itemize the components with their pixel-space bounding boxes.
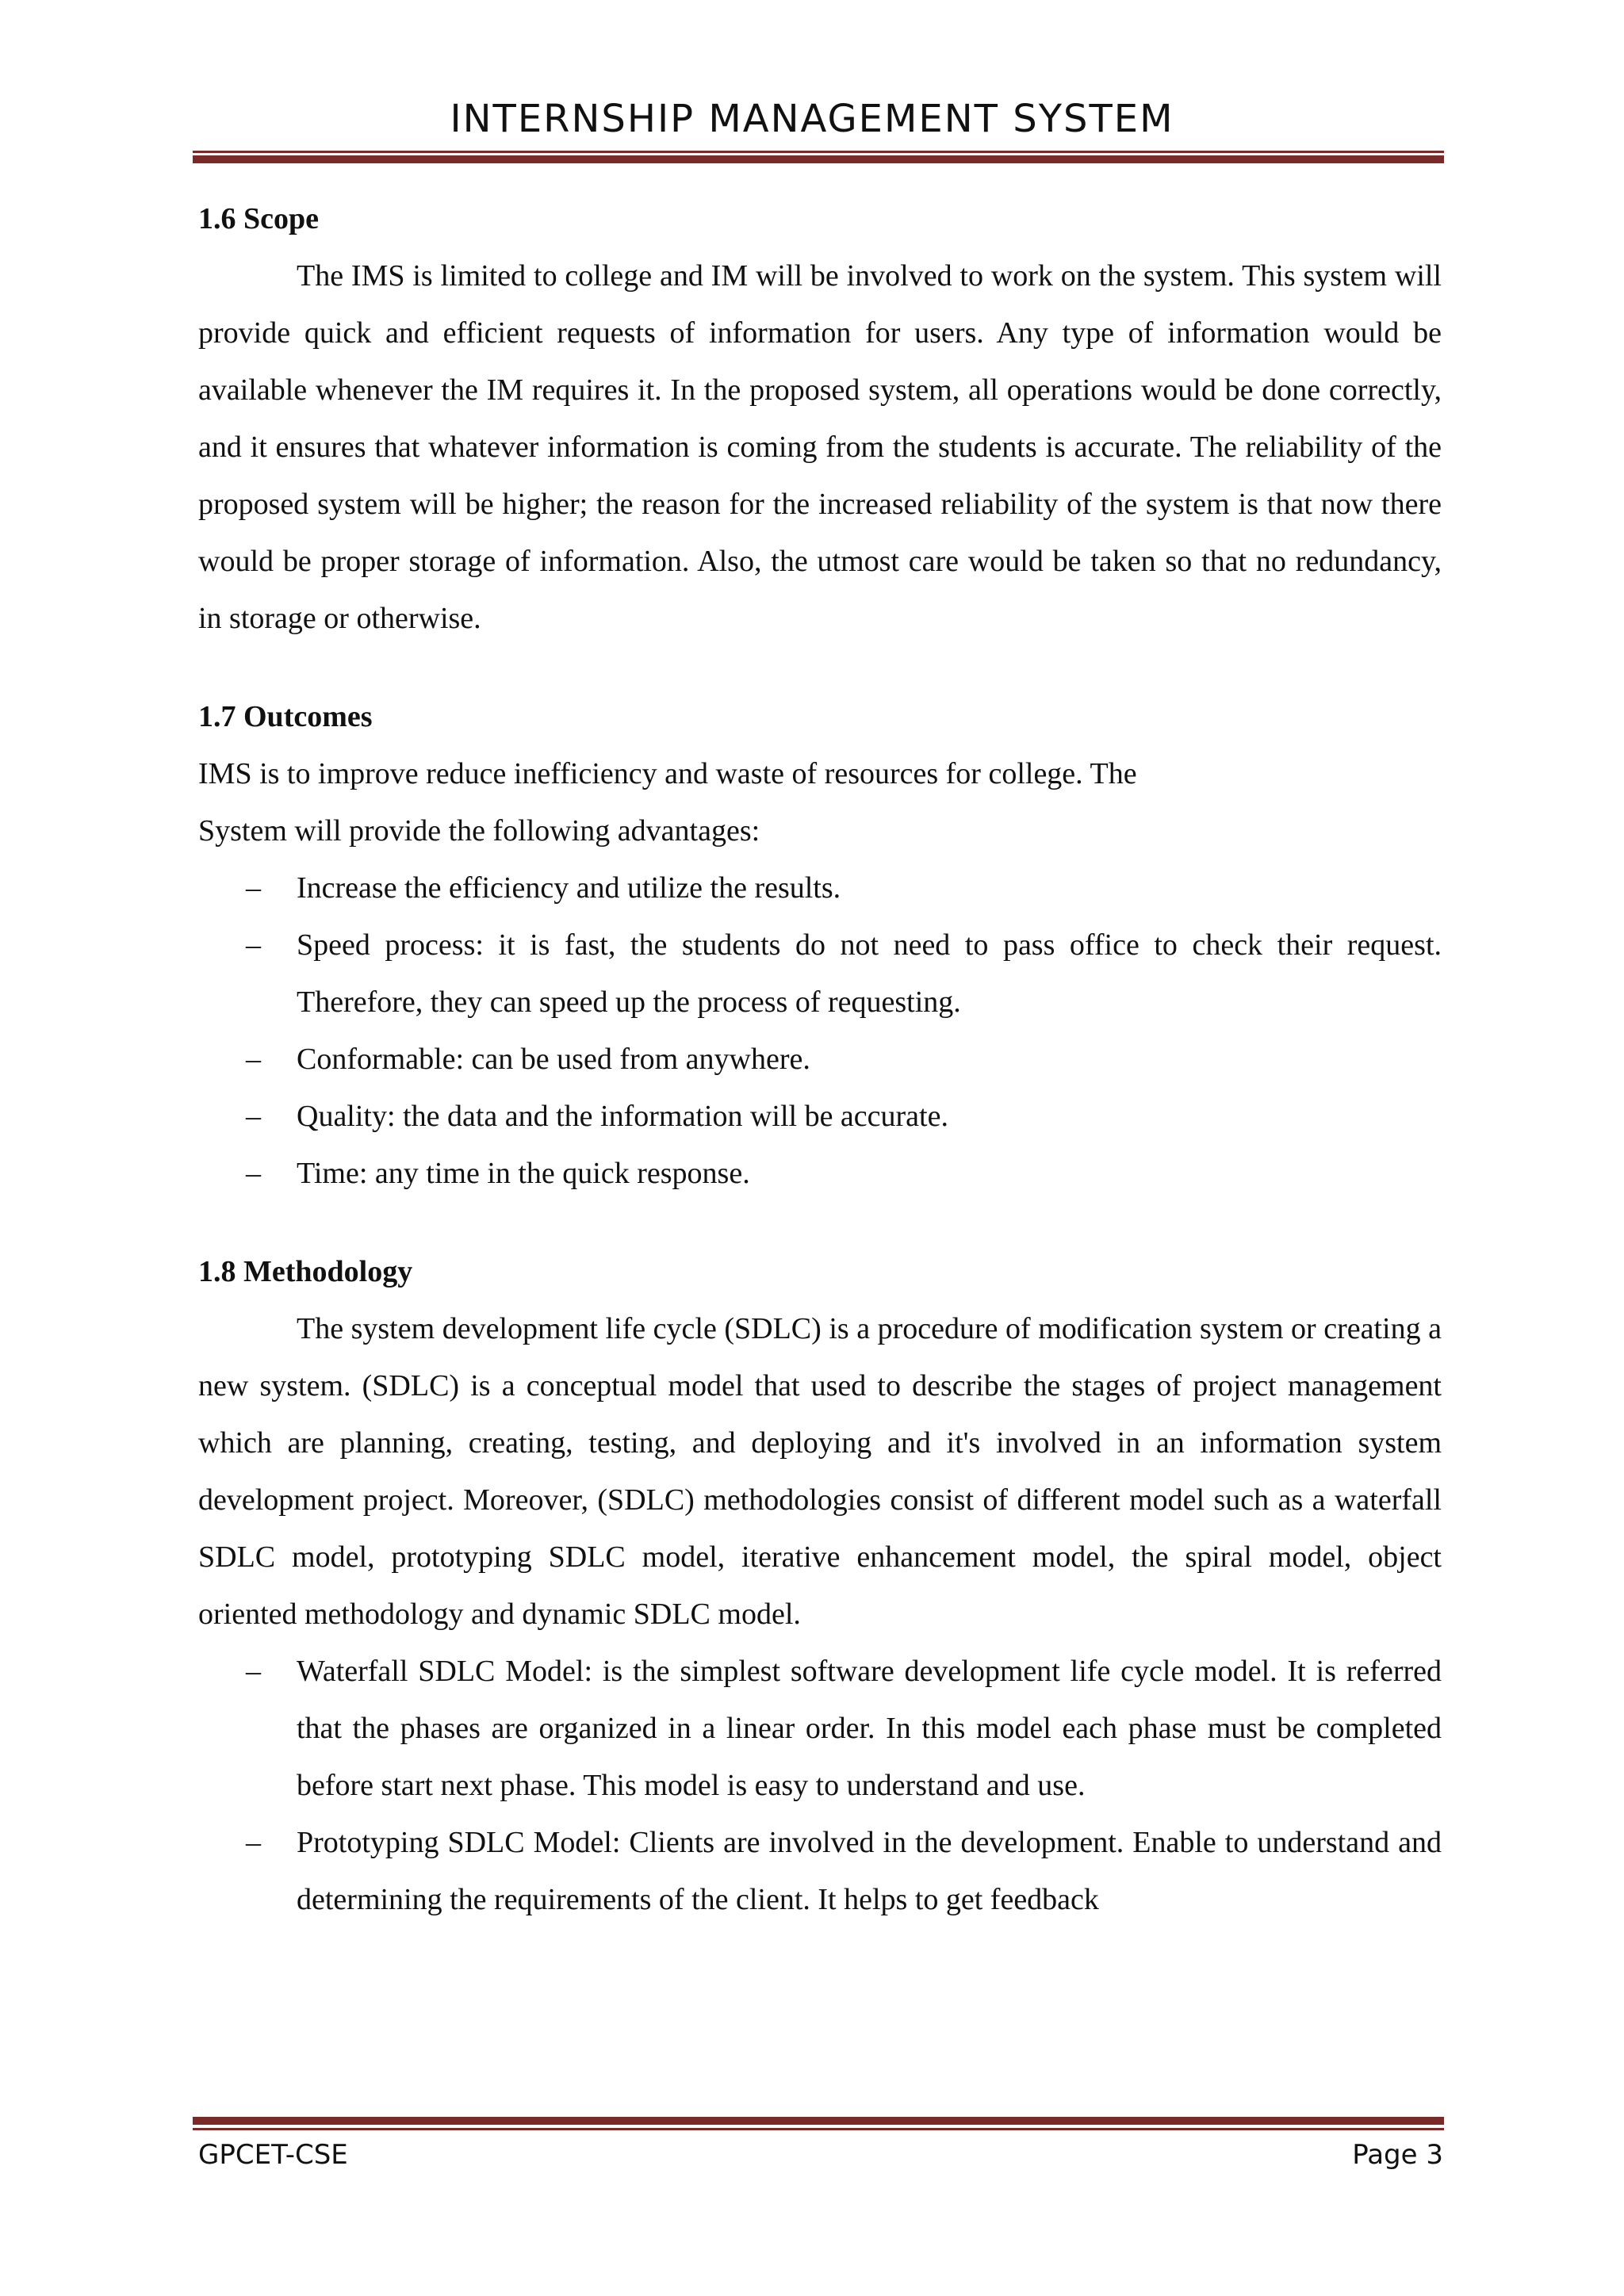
- footer-rule-thick: [193, 2117, 1444, 2125]
- dash-bullet: –: [246, 1826, 261, 1859]
- dash-bullet: –: [246, 871, 261, 905]
- methodology-paragraph: The system development life cycle (SDLC) is a procedure of modification system or creating a new system. (SDLC) is a conceptual model that used to describe the stages of project management which are planning, creating, testing, and deploying and it's involved in an information system development project. Moreover, (SDLC) methodologies consist of different model such as a waterfall SDLC model, prototyping SDLC model, iterative enhancement model, the spiral model, object oriented methodology and dynamic SDLC model.: [198, 1312, 1442, 1631]
- footer-page-number: Page 3: [1352, 2139, 1443, 2171]
- footer-department: GPCET-CSE: [198, 2139, 348, 2171]
- header-rule-thin: [193, 151, 1444, 153]
- page-header-title: INTERNSHIP MANAGEMENT SYSTEM: [450, 97, 1174, 141]
- page-body: [198, 198, 1442, 1928]
- outcomes-intro-line-2: System will provide the following advantages:: [198, 814, 760, 848]
- methodology-list: [198, 1643, 1442, 1928]
- section-heading-outcomes: 1.7 Outcomes: [198, 700, 373, 733]
- list-item: – Conformable: can be used from anywhere.: [198, 1031, 1442, 1088]
- list-item: – Increase the efficiency and utilize the results.: [198, 859, 1442, 916]
- section-heading-scope: 1.6 Scope: [198, 202, 319, 235]
- list-item: – Time: any time in the quick response.: [198, 1145, 1442, 1202]
- list-item: – Quality: the data and the information will be accurate.: [198, 1088, 1442, 1145]
- dash-bullet: –: [246, 1100, 261, 1133]
- dash-bullet: –: [246, 928, 261, 962]
- list-item: – Speed process: it is fast, the students do not need to pass office to check their request. Therefore, they can speed up the process of requesting.: [198, 916, 1442, 1031]
- dash-bullet: –: [246, 1043, 261, 1076]
- header-rule-thick: [193, 155, 1444, 163]
- section-heading-methodology: 1.8 Methodology: [198, 1255, 413, 1288]
- outcomes-intro-line-1: IMS is to improve reduce inefficiency and waste of resources for college. The: [198, 757, 1137, 790]
- dash-bullet: –: [246, 1655, 261, 1688]
- scope-paragraph: The IMS is limited to college and IM will be involved to work on the system. This system will provide quick and efficient requests of information for users. Any type of information would be available whenever the IM requires it. In the proposed system, all operations would be done correctly, and it ensures that whatever information is coming from the students is accurate. The reliability of the proposed system will be higher; the reason for the increased reliability of the system is that now there would be proper storage of information. Also, the utmost care would be taken so that no redundancy, in storage or otherwise.: [198, 259, 1442, 635]
- footer-rule-thin: [193, 2128, 1444, 2130]
- list-item: – Waterfall SDLC Model: is the simplest software development life cycle model. It is referred that the phases are organized in a linear order. In this model each phase must be completed before start next phase. This model is easy to understand and use.: [198, 1643, 1442, 1814]
- outcomes-list: [198, 859, 1442, 1202]
- list-item: – Prototyping SDLC Model: Clients are involved in the development. Enable to understand and determining the requirements of the client. It helps to get feedback: [198, 1814, 1442, 1928]
- dash-bullet: –: [246, 1157, 261, 1190]
